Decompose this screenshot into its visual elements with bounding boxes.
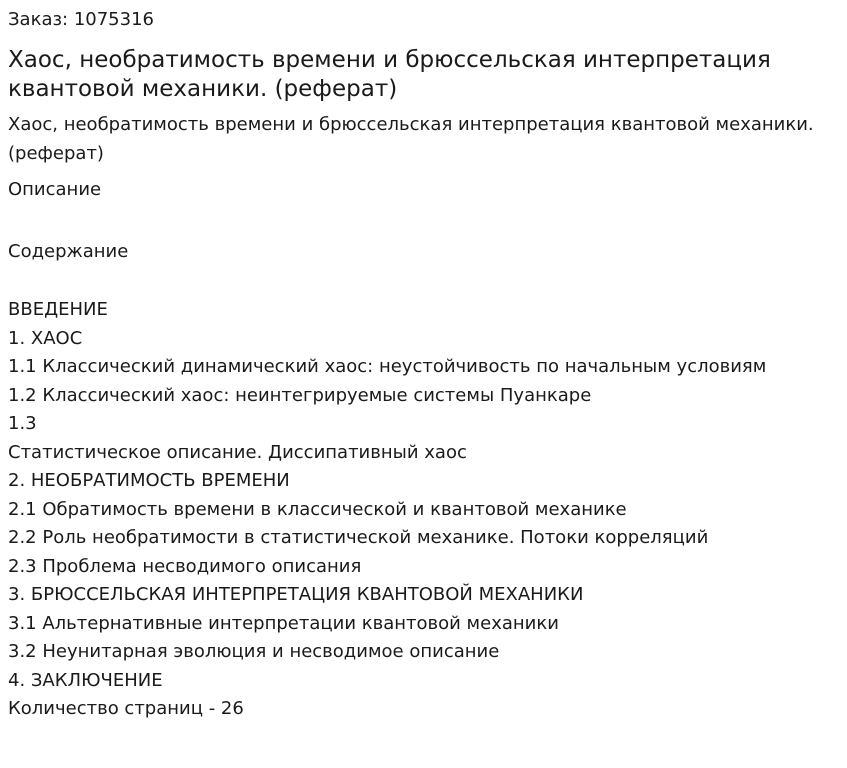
order-number: Заказ: 1075316 — [8, 9, 154, 30]
page-count: Количество страниц - 26 — [8, 698, 244, 719]
toc-item: 2.3 Проблема несводимого описания — [8, 555, 362, 577]
toc-item: 3.1 Альтернативные интерпретации квантовой механики — [8, 612, 559, 634]
toc-item: 1. ХАОС — [8, 327, 83, 349]
toc-item: Статистическое описание. Диссипативный хаос — [8, 441, 467, 463]
toc-item: 1.1 Классический динамический хаос: неустойчивость по начальным условиям — [8, 356, 767, 377]
toc-item: 4. ЗАКЛЮЧЕНИЕ — [8, 669, 163, 691]
toc-item: 1.3 — [8, 413, 37, 434]
toc-item: 1.2 Классический хаос: неинтегрируемые системы Пуанкаре — [8, 384, 592, 406]
toc-item: 2.2 Роль необратимости в статистической механике. Потоки корреляций — [8, 527, 709, 548]
toc-item: 2.1 Обратимость времени в классической и квантовой механике — [8, 498, 627, 520]
toc-item: ВВЕДЕНИЕ — [8, 299, 108, 320]
page-subtitle: Хаос, необратимость времени и брюссельская интерпретация квантовой механики. (реферат) — [8, 114, 814, 164]
page-title: Хаос, необратимость времени и брюссельская интерпретация квантовой механики. (реферат) — [8, 47, 771, 102]
toc-item: 3.2 Неунитарная эволюция и несводимое описание — [8, 641, 500, 662]
table-of-contents — [8, 296, 839, 724]
toc-item: 3. БРЮССЕЛЬСКАЯ ИНТЕРПРЕТАЦИЯ КВАНТОВОЙ МЕХАНИКИ — [8, 584, 584, 605]
toc-item: 2. НЕОБРАТИМОСТЬ ВРЕМЕНИ — [8, 470, 290, 491]
contents-heading: Содержание — [8, 241, 129, 262]
description-heading: Описание — [8, 179, 102, 200]
